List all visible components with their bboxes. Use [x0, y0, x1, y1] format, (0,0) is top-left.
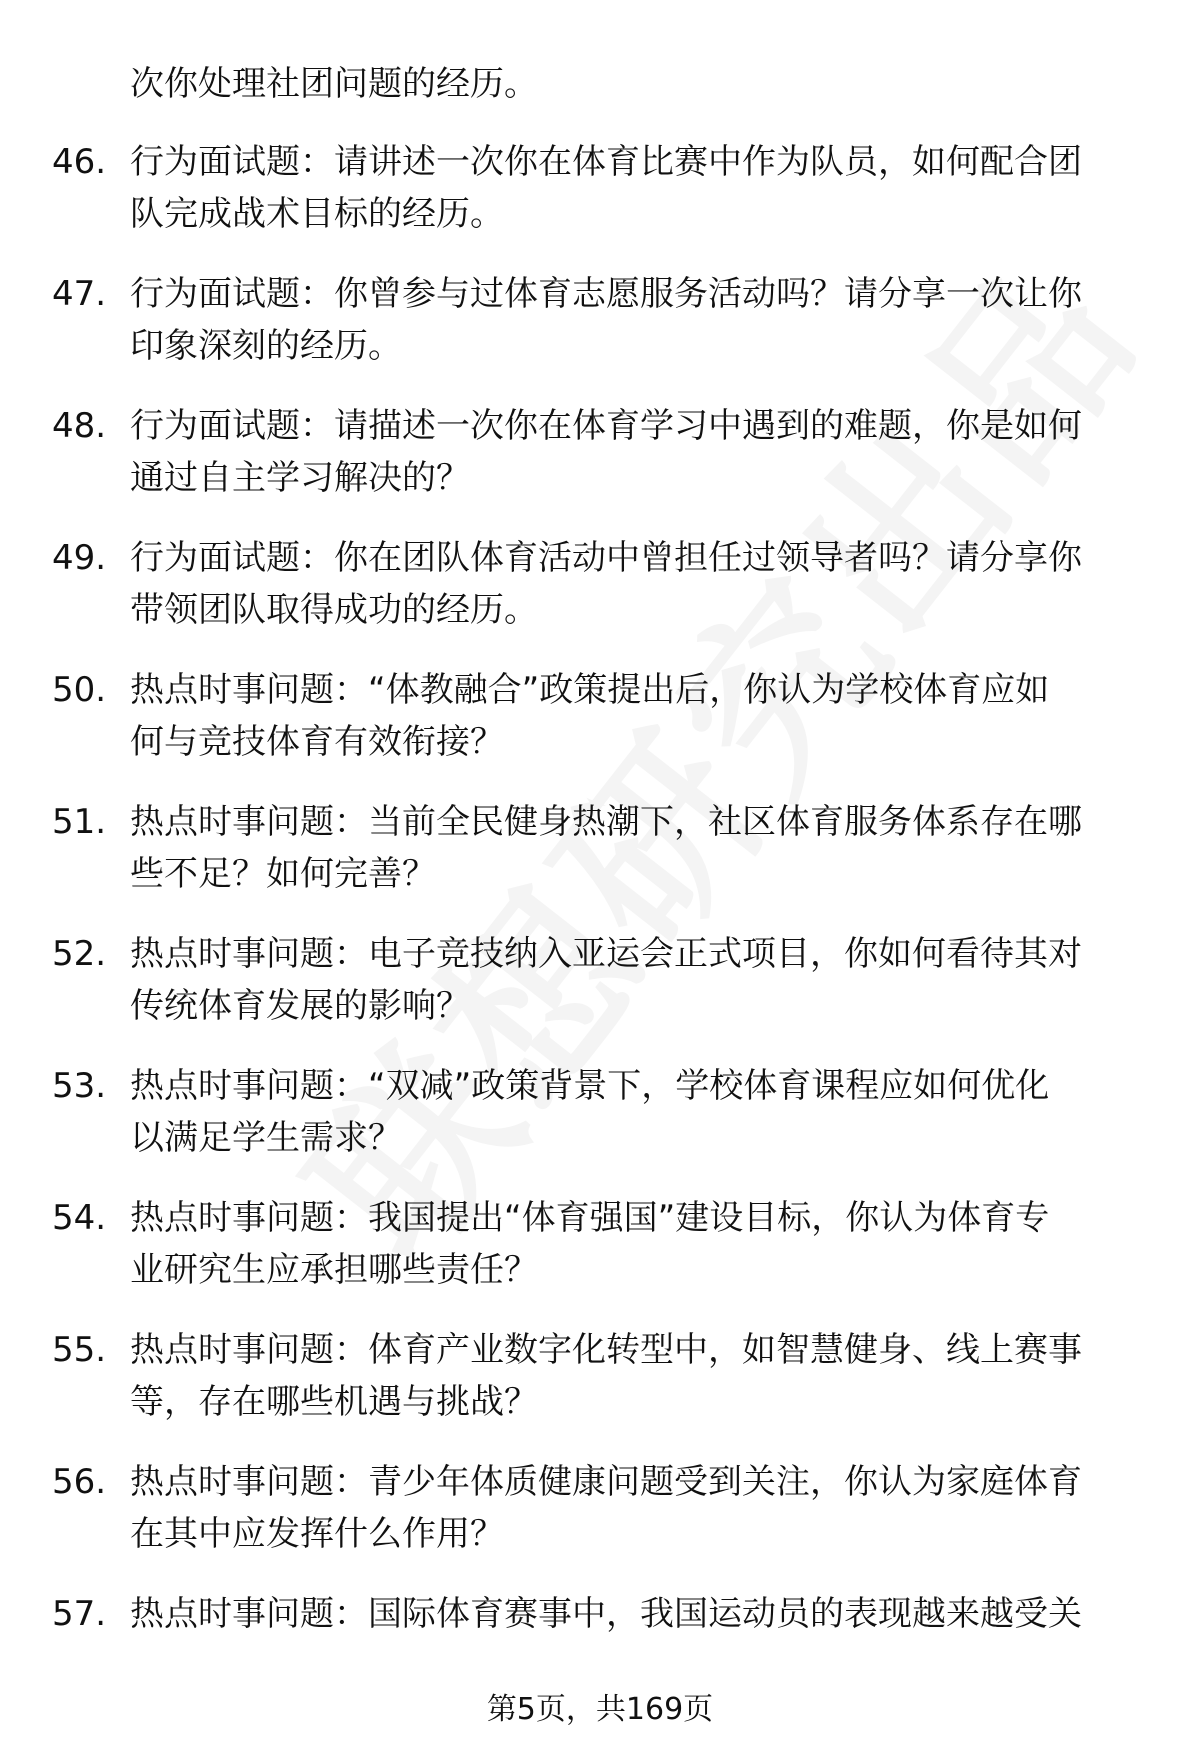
question-number: 54. — [52, 1198, 107, 1238]
question-item — [0, 928, 1200, 1060]
question-text — [130, 1324, 1142, 1428]
question-line: 等，存在哪些机遇与挑战？ — [130, 1382, 538, 1422]
question-item — [0, 400, 1200, 532]
question-text — [130, 664, 1142, 768]
question-item — [0, 1192, 1200, 1324]
question-line: 热点时事问题：我国提出“体育强国”建设目标，你认为体育专 — [130, 1198, 1050, 1238]
question-number: 51. — [52, 802, 107, 842]
question-line: 在其中应发挥什么作用？ — [130, 1514, 504, 1554]
question-line: 带领团队取得成功的经历。 — [130, 590, 538, 630]
question-number: 48. — [52, 406, 107, 446]
question-line: 热点时事问题：电子竞技纳入亚运会正式项目，你如何看待其对 — [130, 934, 1082, 974]
question-number: 49. — [52, 538, 107, 578]
question-text — [130, 400, 1142, 504]
question-list — [0, 136, 1200, 1720]
question-line: 热点时事问题：“双减”政策背景下，学校体育课程应如何优化 — [130, 1066, 1050, 1106]
question-line: 热点时事问题：“体教融合”政策提出后，你认为学校体育应如 — [130, 670, 1050, 710]
question-item — [0, 1060, 1200, 1192]
question-line: 印象深刻的经历。 — [130, 326, 402, 366]
question-text — [130, 1588, 1142, 1640]
question-number: 55. — [52, 1330, 107, 1370]
question-line: 行为面试题：你在团队体育活动中曾担任过领导者吗？请分享你 — [130, 538, 1082, 578]
question-text — [130, 1456, 1142, 1560]
question-item — [0, 532, 1200, 664]
page-indicator: 第5页，共169页 — [486, 1692, 714, 1727]
question-text — [130, 1192, 1142, 1296]
question-number: 46. — [52, 142, 107, 182]
question-number: 52. — [52, 934, 107, 974]
question-line: 热点时事问题：当前全民健身热潮下，社区体育服务体系存在哪 — [130, 802, 1082, 842]
question-line: 通过自主学习解决的？ — [130, 458, 470, 498]
question-line: 传统体育发展的影响？ — [130, 986, 470, 1026]
question-item — [0, 268, 1200, 400]
question-line: 些不足？如何完善？ — [130, 854, 436, 894]
question-line: 热点时事问题：青少年体质健康问题受到关注，你认为家庭体育 — [130, 1462, 1082, 1502]
question-text — [130, 928, 1142, 1032]
question-number: 57. — [52, 1594, 107, 1634]
question-item — [0, 1456, 1200, 1588]
question-number: 47. — [52, 274, 107, 314]
question-line: 行为面试题：你曾参与过体育志愿服务活动吗？请分享一次让你 — [130, 274, 1082, 314]
question-line: 何与竞技体育有效衔接？ — [130, 722, 504, 762]
question-line: 热点时事问题：体育产业数字化转型中，如智慧健身、线上赛事 — [130, 1330, 1082, 1370]
question-text — [130, 796, 1142, 900]
question-item — [0, 664, 1200, 796]
question-text — [130, 268, 1142, 372]
question-item — [0, 796, 1200, 928]
question-line: 热点时事问题：国际体育赛事中，我国运动员的表现越来越受关 — [130, 1594, 1082, 1634]
question-line: 队完成战术目标的经历。 — [130, 194, 504, 234]
continued-question-text: 次你处理社团问题的经历。 — [130, 64, 538, 104]
question-number: 53. — [52, 1066, 107, 1106]
question-line: 行为面试题：请讲述一次你在体育比赛中作为队员，如何配合团 — [130, 142, 1082, 182]
question-text — [130, 1060, 1142, 1164]
question-item — [0, 1324, 1200, 1456]
question-line: 业研究生应承担哪些责任？ — [130, 1250, 538, 1290]
question-text — [130, 136, 1142, 240]
question-item — [0, 136, 1200, 268]
question-number: 56. — [52, 1462, 107, 1502]
question-line: 以满足学生需求？ — [130, 1118, 402, 1158]
question-number: 50. — [52, 670, 107, 710]
question-text — [130, 532, 1142, 636]
question-line: 行为面试题：请描述一次你在体育学习中遇到的难题，你是如何 — [130, 406, 1082, 446]
